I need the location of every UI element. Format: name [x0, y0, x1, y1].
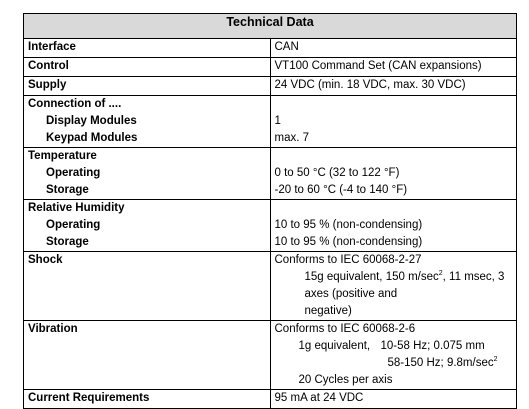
table-row: [24, 321, 517, 390]
control-label: Control: [24, 58, 271, 77]
temperature-operating-label: Operating: [46, 167, 101, 179]
shock-values: [270, 252, 517, 321]
supply-label: Supply: [24, 77, 271, 96]
keypad-modules-value: max. 7: [274, 132, 310, 144]
connection-cell: [24, 96, 271, 148]
table-row: [24, 390, 517, 409]
humidity-cell: [24, 200, 271, 252]
vibration-line-3: 58-150 Hz; $9.8m/\sec^2$: [387, 356, 498, 369]
interface-label: Interface: [24, 39, 271, 58]
display-modules-label: Display Modules: [46, 115, 137, 127]
interface-value: CAN: [270, 39, 517, 58]
connection-values: [270, 96, 517, 148]
table-row: [24, 39, 517, 58]
vibration-label: Vibration: [24, 321, 271, 390]
temperature-operating-value: 0 to 50 °C (32 to 122 °F): [274, 167, 400, 179]
keypad-modules-label: Keypad Modules: [46, 132, 138, 144]
humidity-storage-label: Storage: [46, 236, 89, 248]
temperature-label: Temperature: [28, 150, 97, 162]
humidity-operating-value: 10 to 95 % (non-condensing): [274, 219, 423, 231]
humidity-operating-label: Operating: [46, 219, 101, 231]
shock-line-3: negative): [304, 305, 352, 317]
technical-data-table: [23, 13, 517, 409]
current-requirements-value: 95 mA at 24 VDC: [270, 390, 517, 409]
humidity-storage-value: 10 to 95 % (non-condensing): [274, 236, 423, 248]
table-row: [24, 77, 517, 96]
table-row: [24, 96, 517, 148]
table-row: [24, 148, 517, 200]
table-row: [24, 200, 517, 252]
temperature-storage-value: -20 to 60 °C (-4 to 140 °F): [274, 184, 408, 196]
temperature-values: [270, 148, 517, 200]
table-row: [24, 252, 517, 321]
shock-line-1: Conforms to IEC 60068-2-27: [274, 254, 422, 266]
humidity-values: [270, 200, 517, 252]
temperature-cell: [24, 148, 271, 200]
display-modules-value: 1: [274, 115, 281, 127]
shock-line-2: 15g equivalent, 150 $m/\sec^2$, 11 msec, 3 axes (positive and: [304, 270, 505, 300]
vibration-line-2: 1g equivalent, 10-58 Hz; 0.075 mm: [298, 340, 485, 352]
control-value: VT100 Command Set (CAN expansions): [270, 58, 517, 77]
vibration-values: [270, 321, 517, 390]
current-requirements-label: Current Requirements: [24, 390, 271, 409]
table-title: Technical Data: [24, 14, 517, 39]
temperature-storage-label: Storage: [46, 184, 89, 196]
connection-label: Connection of ....: [28, 98, 122, 110]
vibration-line-4: 20 Cycles per axis: [298, 374, 393, 386]
humidity-label: Relative Humidity: [28, 202, 125, 214]
shock-label: Shock: [24, 252, 271, 321]
supply-value: 24 VDC (min. 18 VDC, max. 30 VDC): [270, 77, 517, 96]
title-row: [24, 14, 517, 39]
vibration-line-1: Conforms to IEC 60068-2-6: [274, 323, 416, 335]
table-row: [24, 58, 517, 77]
